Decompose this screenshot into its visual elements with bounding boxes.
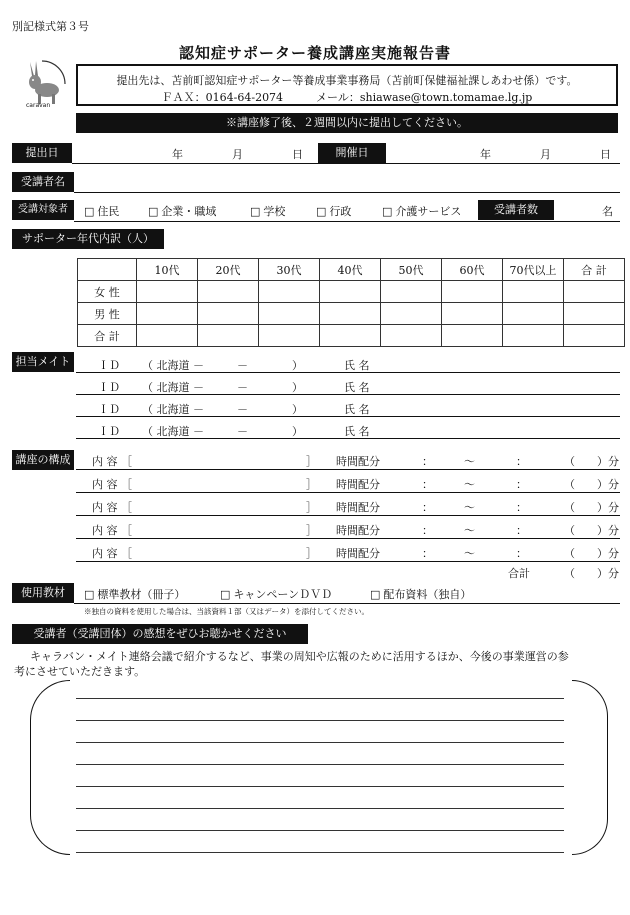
mate-name-label: 氏 名: [344, 425, 370, 438]
attendee-count-label: 受講者数: [478, 200, 554, 220]
impressions-write-line[interactable]: [76, 786, 564, 787]
mate-id-label: ＩＤ: [98, 403, 120, 416]
table-corner-cell: [78, 259, 137, 281]
material-option-dvd[interactable]: □ キャンペーンＤＶＤ: [220, 586, 332, 602]
start-time-colon[interactable]: ：: [422, 547, 433, 560]
count-cell[interactable]: [503, 325, 564, 347]
course-content-close: ］: [306, 501, 317, 514]
count-cell[interactable]: [137, 325, 198, 347]
held-year-label: 年: [480, 148, 491, 161]
start-time-colon[interactable]: ：: [422, 501, 433, 514]
age-breakdown-label: サポーター年代内訳（人）: [12, 229, 164, 249]
impressions-frame-right: [572, 680, 608, 855]
mate-id-label: ＩＤ: [98, 425, 120, 438]
target-option-government[interactable]: □ 行政: [316, 203, 351, 219]
count-cell[interactable]: [198, 281, 259, 303]
count-cell[interactable]: [503, 281, 564, 303]
course-minutes[interactable]: （ ）分: [564, 524, 619, 537]
count-cell[interactable]: [442, 303, 503, 325]
materials-row-line: [74, 603, 620, 604]
course-minutes[interactable]: （ ）分: [564, 547, 619, 560]
course-content-label: 内 容 ［: [92, 547, 132, 560]
submission-destination: 提出先は、苫前町認知症サポーター等養成事業事務局（苫前町保健福祉課しあわせ係）です。: [116, 74, 578, 87]
mate-id-field[interactable]: （ 北海道 － － ）: [142, 425, 303, 438]
material-option-standard[interactable]: □ 標準教材（冊子）: [84, 586, 185, 602]
table-header-row: [78, 259, 625, 281]
target-label: 受講対象者: [12, 200, 74, 220]
course-time-label: 時間配分: [336, 478, 380, 491]
course-row-line: [76, 561, 620, 562]
course-row-line: [76, 469, 620, 470]
row-header-total: 合 計: [78, 325, 137, 347]
impressions-write-line[interactable]: [76, 742, 564, 743]
col-header-70s-plus: 70代以上: [503, 259, 564, 281]
course-time-label: 時間配分: [336, 524, 380, 537]
impressions-label: 受講者（受講団体）の感想をぜひお聴かせください: [12, 624, 308, 644]
time-range-tilde: 〜: [464, 478, 475, 491]
start-time-colon[interactable]: ：: [422, 478, 433, 491]
count-cell[interactable]: [381, 303, 442, 325]
mate-name-label: 氏 名: [344, 381, 370, 394]
count-cell[interactable]: [259, 325, 320, 347]
count-cell[interactable]: [503, 303, 564, 325]
count-cell[interactable]: [137, 281, 198, 303]
impressions-write-line[interactable]: [76, 830, 564, 831]
col-header-40s: 40代: [320, 259, 381, 281]
materials-note: ※独自の資料を使用した場合は、当該資料１部（又はデータ）を添付してください。: [84, 607, 369, 616]
course-content-label: 内 容 ［: [92, 524, 132, 537]
count-cell[interactable]: [198, 325, 259, 347]
mate-row-line: [76, 372, 620, 373]
time-range-tilde: 〜: [464, 547, 475, 560]
mate-name-label: 氏 名: [344, 403, 370, 416]
time-range-tilde: 〜: [464, 501, 475, 514]
count-cell[interactable]: [564, 325, 625, 347]
course-content-close: ］: [306, 455, 317, 468]
course-content-label: 内 容 ［: [92, 501, 132, 514]
count-cell[interactable]: [198, 303, 259, 325]
col-header-60s: 60代: [442, 259, 503, 281]
impressions-text-line2: 考にさせていただきます。: [14, 665, 146, 678]
target-row-line: [74, 221, 620, 222]
count-cell[interactable]: [320, 325, 381, 347]
course-time-label: 時間配分: [336, 455, 380, 468]
course-time-label: 時間配分: [336, 547, 380, 560]
count-cell[interactable]: [381, 281, 442, 303]
end-time-colon[interactable]: ：: [516, 501, 527, 514]
material-option-handout[interactable]: □ 配布資料（独自）: [370, 586, 471, 602]
course-row-line: [76, 492, 620, 493]
course-minutes[interactable]: （ ）分: [564, 501, 619, 514]
course-total-label: 合計: [508, 567, 530, 580]
impressions-write-line[interactable]: [76, 764, 564, 765]
mate-id-field[interactable]: （ 北海道 － － ）: [142, 359, 303, 372]
row-header-male: 男 性: [78, 303, 137, 325]
impressions-write-line[interactable]: [76, 720, 564, 721]
submission-contact: ＦＡＸ：0164-64-2074 メール：shiawase@town.tomamae.lg.jp: [161, 91, 533, 104]
mate-id-label: ＩＤ: [98, 381, 120, 394]
target-option-care-service[interactable]: □ 介護サービス: [382, 203, 461, 219]
count-cell[interactable]: [137, 303, 198, 325]
target-option-business[interactable]: □ 企業・職域: [148, 203, 216, 219]
impressions-write-line[interactable]: [76, 852, 564, 853]
impressions-frame-left: [30, 680, 70, 855]
recipient-name-label: 受講者名: [12, 172, 74, 192]
count-cell[interactable]: [320, 303, 381, 325]
logo-caption: caravan: [26, 102, 51, 109]
impressions-text-line1: キャラバン・メイト連絡会議で紹介するなど、事業の周知や広報のために活用するほか、今後の事業運営の参: [30, 650, 569, 663]
submit-day-label: 日: [292, 148, 303, 161]
count-cell[interactable]: [381, 325, 442, 347]
submission-info-box: [76, 64, 618, 106]
course-minutes[interactable]: （ ）分: [564, 455, 619, 468]
submit-date-label: 提出日: [12, 143, 72, 163]
count-cell[interactable]: [259, 281, 320, 303]
col-header-50s: 50代: [381, 259, 442, 281]
age-breakdown-table: [77, 258, 625, 347]
table-row: [78, 303, 625, 325]
course-row-line: [76, 538, 620, 539]
end-time-colon[interactable]: ：: [516, 524, 527, 537]
table-row: [78, 325, 625, 347]
course-minutes[interactable]: （ ）分: [564, 478, 619, 491]
count-cell[interactable]: [564, 281, 625, 303]
submit-month-label: 月: [232, 148, 243, 161]
recipient-name-field[interactable]: [74, 192, 620, 193]
course-content-label: 内 容 ［: [92, 455, 132, 468]
course-content-close: ］: [306, 524, 317, 537]
submit-year-label: 年: [172, 148, 183, 161]
mate-id-label: ＩＤ: [98, 359, 120, 372]
table-row: [78, 281, 625, 303]
deadline-notice: ※講座修了後、２週間以内に提出してください。: [76, 113, 618, 133]
mate-label: 担当メイト: [12, 352, 74, 372]
held-date-label: 開催日: [318, 143, 386, 163]
form-number: 別記様式第３号: [12, 20, 89, 33]
course-content-label: 内 容 ［: [92, 478, 132, 491]
count-cell[interactable]: [259, 303, 320, 325]
course-row-line: [76, 515, 620, 516]
count-cell[interactable]: [442, 325, 503, 347]
attendee-count-unit: 名: [602, 205, 613, 218]
mate-id-field[interactable]: （ 北海道 － － ）: [142, 381, 303, 394]
start-time-colon[interactable]: ：: [422, 524, 433, 537]
course-structure-label: 講座の構成: [12, 450, 74, 470]
col-header-10s: 10代: [137, 259, 198, 281]
course-content-close: ］: [306, 478, 317, 491]
materials-label: 使用教材: [12, 583, 74, 603]
count-cell[interactable]: [442, 281, 503, 303]
held-day-label: 日: [600, 148, 611, 161]
course-time-label: 時間配分: [336, 501, 380, 514]
mate-id-field[interactable]: （ 北海道 － － ）: [142, 403, 303, 416]
caravan-logo: [16, 58, 68, 110]
time-range-tilde: 〜: [464, 455, 475, 468]
target-option-school[interactable]: □ 学校: [250, 203, 285, 219]
mate-row-line: [76, 394, 620, 395]
held-month-label: 月: [540, 148, 551, 161]
col-header-total: 合 計: [564, 259, 625, 281]
start-time-colon[interactable]: ：: [422, 455, 433, 468]
mate-name-label: 氏 名: [344, 359, 370, 372]
end-time-colon[interactable]: ：: [516, 455, 527, 468]
impressions-write-line[interactable]: [76, 698, 564, 699]
impressions-write-line[interactable]: [76, 808, 564, 809]
mate-row-line: [76, 438, 620, 439]
mate-row-line: [76, 416, 620, 417]
course-content-close: ］: [306, 547, 317, 560]
count-cell[interactable]: [564, 303, 625, 325]
end-time-colon[interactable]: ：: [516, 547, 527, 560]
date-row-line: [72, 163, 620, 164]
time-range-tilde: 〜: [464, 524, 475, 537]
row-header-female: 女 性: [78, 281, 137, 303]
target-option-residents[interactable]: □ 住民: [84, 203, 119, 219]
col-header-30s: 30代: [259, 259, 320, 281]
course-total-minutes[interactable]: （ ）分: [564, 567, 619, 580]
count-cell[interactable]: [320, 281, 381, 303]
end-time-colon[interactable]: ：: [516, 478, 527, 491]
document-title: 認知症サポーター養成講座実施報告書: [178, 44, 451, 62]
col-header-20s: 20代: [198, 259, 259, 281]
